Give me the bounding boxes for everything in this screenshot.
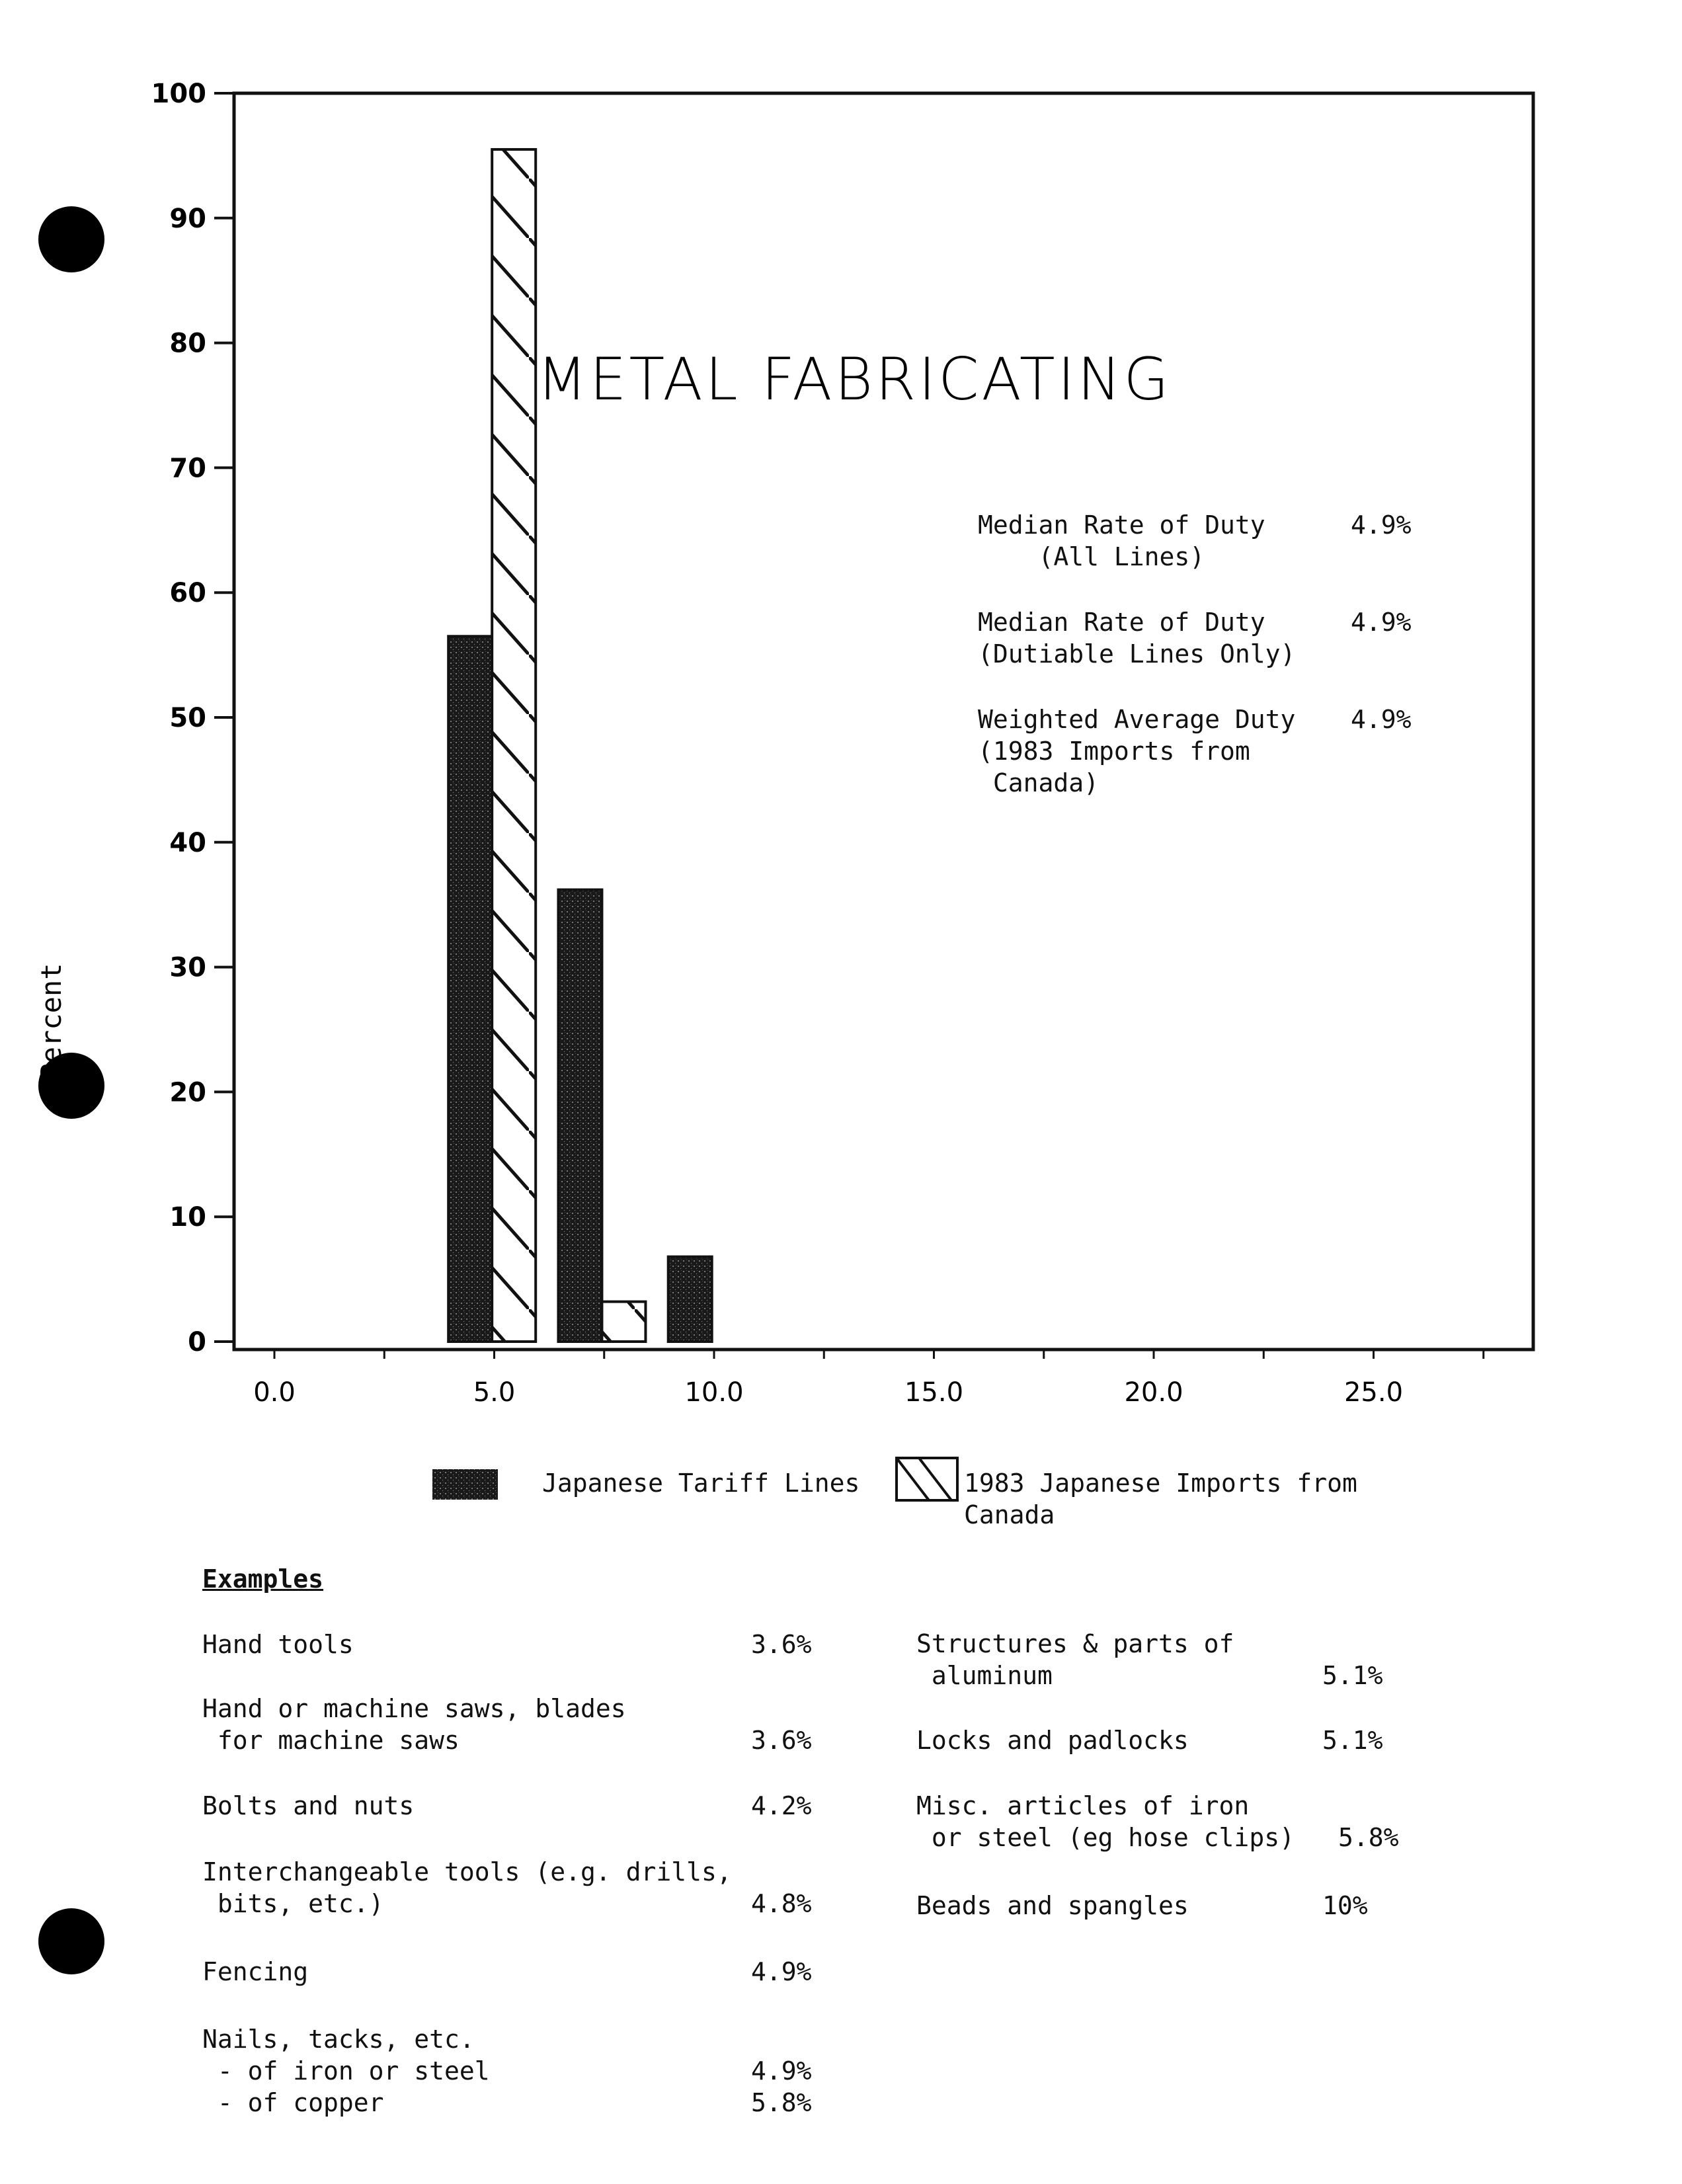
example-label: Hand tools	[202, 1630, 354, 1659]
y-axis-label: Percent	[35, 963, 67, 1080]
stat-value-dutiable-lines: 4.9%	[1351, 608, 1412, 637]
x-tick-label: 25.0	[1343, 1377, 1404, 1408]
example-label: Nails, tacks, etc. - of iron or steel - of copper	[202, 2025, 490, 2117]
y-tick-label: 90	[169, 203, 206, 234]
bar-tariff-lines	[558, 890, 602, 1342]
example-label: Fencing	[202, 1957, 309, 1986]
stat-value-weighted-average: 4.9%	[1351, 705, 1412, 734]
x-tick-label: 5.0	[473, 1377, 516, 1408]
example-value: 3.6%	[751, 1630, 812, 1659]
plot-frame	[234, 93, 1533, 1350]
y-tick-label: 30	[169, 952, 206, 983]
example-label: Bolts and nuts	[202, 1791, 415, 1820]
example-value: 5.1%	[1322, 1726, 1383, 1755]
example-label: Hand or machine saws, blades for machine saws	[202, 1694, 626, 1755]
y-tick-label: 60	[169, 578, 206, 609]
x-axis	[253, 1350, 1484, 1408]
example-label: Misc. articles of iron or steel (eg hose clips)	[916, 1791, 1295, 1852]
bar-imports-from-canada	[602, 1302, 645, 1342]
examples-heading: Examples	[202, 1564, 324, 1594]
stat-label-all-lines: Median Rate of Duty (All Lines)	[978, 510, 1265, 571]
example-label: Interchangeable tools (e.g. drills, bits, etc.)	[202, 1857, 732, 1918]
y-tick-label: 10	[169, 1202, 206, 1233]
x-tick-label: 10.0	[684, 1377, 744, 1408]
y-tick-label: 50	[169, 703, 206, 733]
x-tick-label: 20.0	[1124, 1377, 1183, 1408]
y-tick-label: 0	[188, 1327, 206, 1357]
example-value: 4.8%	[751, 1889, 812, 1918]
legend-swatch-tariff-lines	[432, 1469, 498, 1500]
bar-tariff-lines	[448, 636, 492, 1342]
y-tick-label: 100	[151, 79, 206, 109]
bar-imports-from-canada	[492, 149, 536, 1342]
chart-title: METAL FABRICATING	[537, 345, 1172, 413]
example-value: 5.8%	[1338, 1823, 1399, 1852]
stat-value-all-lines: 4.9%	[1351, 510, 1412, 540]
example-value: 4.9%	[751, 1957, 812, 1986]
example-label: Beads and spangles	[916, 1891, 1189, 1920]
example-value: 5.1%	[1322, 1661, 1383, 1690]
y-tick-label: 80	[169, 328, 206, 359]
example-value: 3.6%	[751, 1726, 812, 1755]
legend-label-tariff-lines: Japanese Tariff Lines	[542, 1469, 860, 1498]
y-axis	[151, 79, 235, 1357]
example-value: 10%	[1322, 1891, 1368, 1920]
bars	[448, 149, 711, 1342]
legend-label-imports: 1983 Japanese Imports from Canada	[964, 1469, 1357, 1529]
example-value: 4.9% 5.8%	[751, 2056, 812, 2117]
example-label: Structures & parts of aluminum	[916, 1629, 1234, 1690]
y-tick-label: 70	[169, 453, 206, 484]
stat-label-weighted-average: Weighted Average Duty (1983 Imports from Canada)	[978, 705, 1296, 797]
x-tick-label: 15.0	[904, 1377, 964, 1408]
y-tick-label: 20	[169, 1077, 206, 1108]
stat-label-dutiable-lines: Median Rate of Duty (Dutiable Lines Only)	[978, 608, 1296, 668]
bar-tariff-lines	[668, 1257, 712, 1342]
example-value: 4.2%	[751, 1791, 812, 1820]
y-tick-label: 40	[169, 827, 206, 858]
legend-swatch-imports	[897, 1458, 957, 1500]
example-label: Locks and padlocks	[916, 1726, 1189, 1755]
x-tick-label: 0.0	[253, 1377, 296, 1408]
